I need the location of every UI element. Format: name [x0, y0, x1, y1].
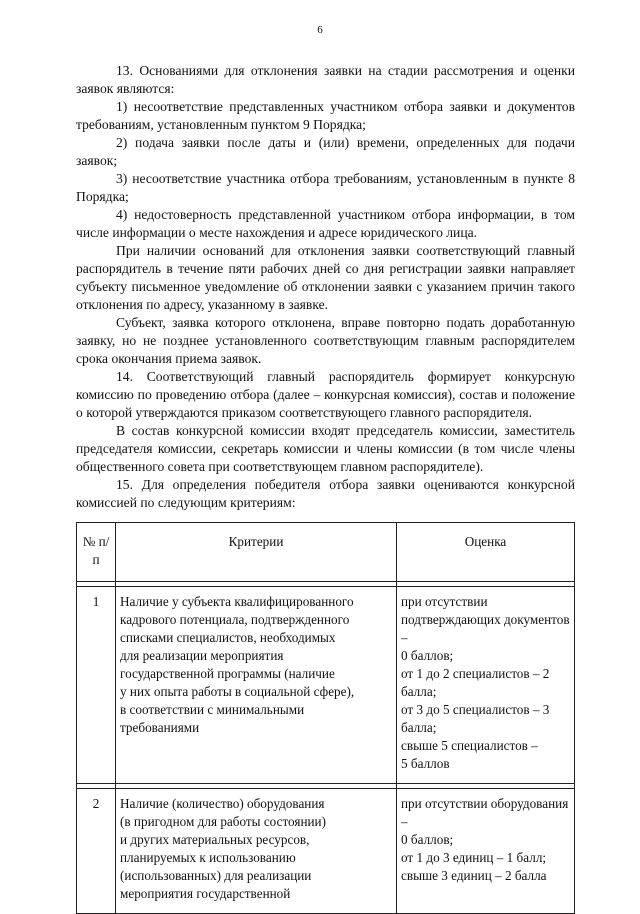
score-line: подтверждающих документов –: [401, 612, 570, 645]
criteria-line: кадрового потенциала, подтвержденного: [120, 612, 350, 627]
score-line: 0 баллов;: [401, 648, 454, 663]
criteria-line: в соответствии с минимальными: [120, 702, 305, 717]
paragraph-15: 15. Для определения победителя отбора заявки оцениваются конкурсной комиссией по следующим критериям:: [76, 477, 575, 510]
row-score: [397, 789, 575, 914]
paragraph-commission-composition: В состав конкурсной комиссии входят председатель комиссии, заместитель председателя комиссии, секретарь комиссии и члены комиссии (в том числе члены общественного совета при соответствующем главном распорядителе).: [76, 423, 575, 474]
row-criteria: [116, 587, 397, 784]
criteria-line: государственной программы (наличие: [120, 666, 335, 681]
row-number: 1: [77, 587, 116, 784]
row-criteria: [116, 789, 397, 914]
score-line: 5 баллов: [401, 756, 450, 771]
paragraph-13-item-1: 1) несоответствие представленных участником отбора заявки и документов требованиям, установленным пунктом 9 Порядка;: [76, 99, 575, 132]
criteria-line: мероприятия государственной: [120, 886, 291, 901]
score-line: от 1 до 3 единиц – 1 балл;: [401, 850, 547, 865]
criteria-table: [76, 522, 575, 914]
header-criteria: Критерии: [116, 523, 397, 582]
criteria-line: требованиями: [120, 720, 200, 735]
criteria-line: планируемых к использованию: [120, 850, 296, 865]
score-line: свыше 3 единиц – 2 балла: [401, 868, 547, 883]
row-number: 2: [77, 789, 116, 914]
criteria-line: Наличие у субъекта квалифицированного: [120, 594, 354, 609]
criteria-line: списками специалистов, необходимых: [120, 630, 336, 645]
header-number: № п/п: [77, 523, 116, 582]
row-score: [397, 587, 575, 784]
table-row: [77, 789, 575, 914]
criteria-line: (использованных) для реализации: [120, 868, 312, 883]
table-header-row: [77, 523, 575, 582]
score-line: 0 баллов;: [401, 832, 454, 847]
paragraph-13-item-4: 4) недостоверность представленной участником отбора информации, в том числе информации о месте нахождения и адресе юридического лица.: [76, 207, 575, 240]
score-line: от 1 до 2 специалистов – 2 балла;: [401, 666, 550, 699]
score-line: при отсутствии: [401, 594, 488, 609]
paragraph-rejection-notice: При наличии оснований для отклонения заявки соответствующий главный распорядитель в течение пяти рабочих дней со дня регистрации заявки направляет субъекту письменное уведомление об отклонении заявки с указанием причин такого отклонения по адресу, указанному в заявке.: [76, 243, 575, 312]
score-line: при отсутствии оборудования –: [401, 796, 569, 829]
paragraph-13-item-2: 2) подача заявки после даты и (или) времени, определенных для подачи заявок;: [76, 135, 575, 168]
table-row: [77, 587, 575, 784]
criteria-line: у них опыта работы в социальной сфере),: [120, 684, 355, 699]
criteria-line: (в пригодном для работы состоянии): [120, 814, 327, 829]
score-line: свыше 5 специалистов –: [401, 738, 538, 753]
header-score: Оценка: [397, 523, 575, 582]
document-body: [76, 62, 575, 512]
criteria-line: для реализации мероприятия: [120, 648, 284, 663]
criteria-line: Наличие (количество) оборудования: [120, 796, 325, 811]
paragraph-13: 13. Основаниями для отклонения заявки на стадии рассмотрения и оценки заявок являются:: [76, 63, 575, 96]
score-line: от 3 до 5 специалистов – 3 балла;: [401, 702, 550, 735]
paragraph-14: 14. Соответствующий главный распорядитель формирует конкурсную комиссию по проведению отбора (далее – конкурсная комиссия), состав и положение о которой утверждаются приказом соответствующего главного распорядителя.: [76, 369, 575, 420]
paragraph-13-item-3: 3) несоответствие участника отбора требованиям, установленным в пункте 8 Порядка;: [76, 171, 575, 204]
paragraph-resubmission: Субъект, заявка которого отклонена, вправе повторно подать доработанную заявку, но не позднее установленного соответствующим главным распорядителем срока окончания приема заявок.: [76, 315, 575, 366]
page-number: 6: [317, 24, 323, 36]
criteria-line: и других материальных ресурсов,: [120, 832, 310, 847]
